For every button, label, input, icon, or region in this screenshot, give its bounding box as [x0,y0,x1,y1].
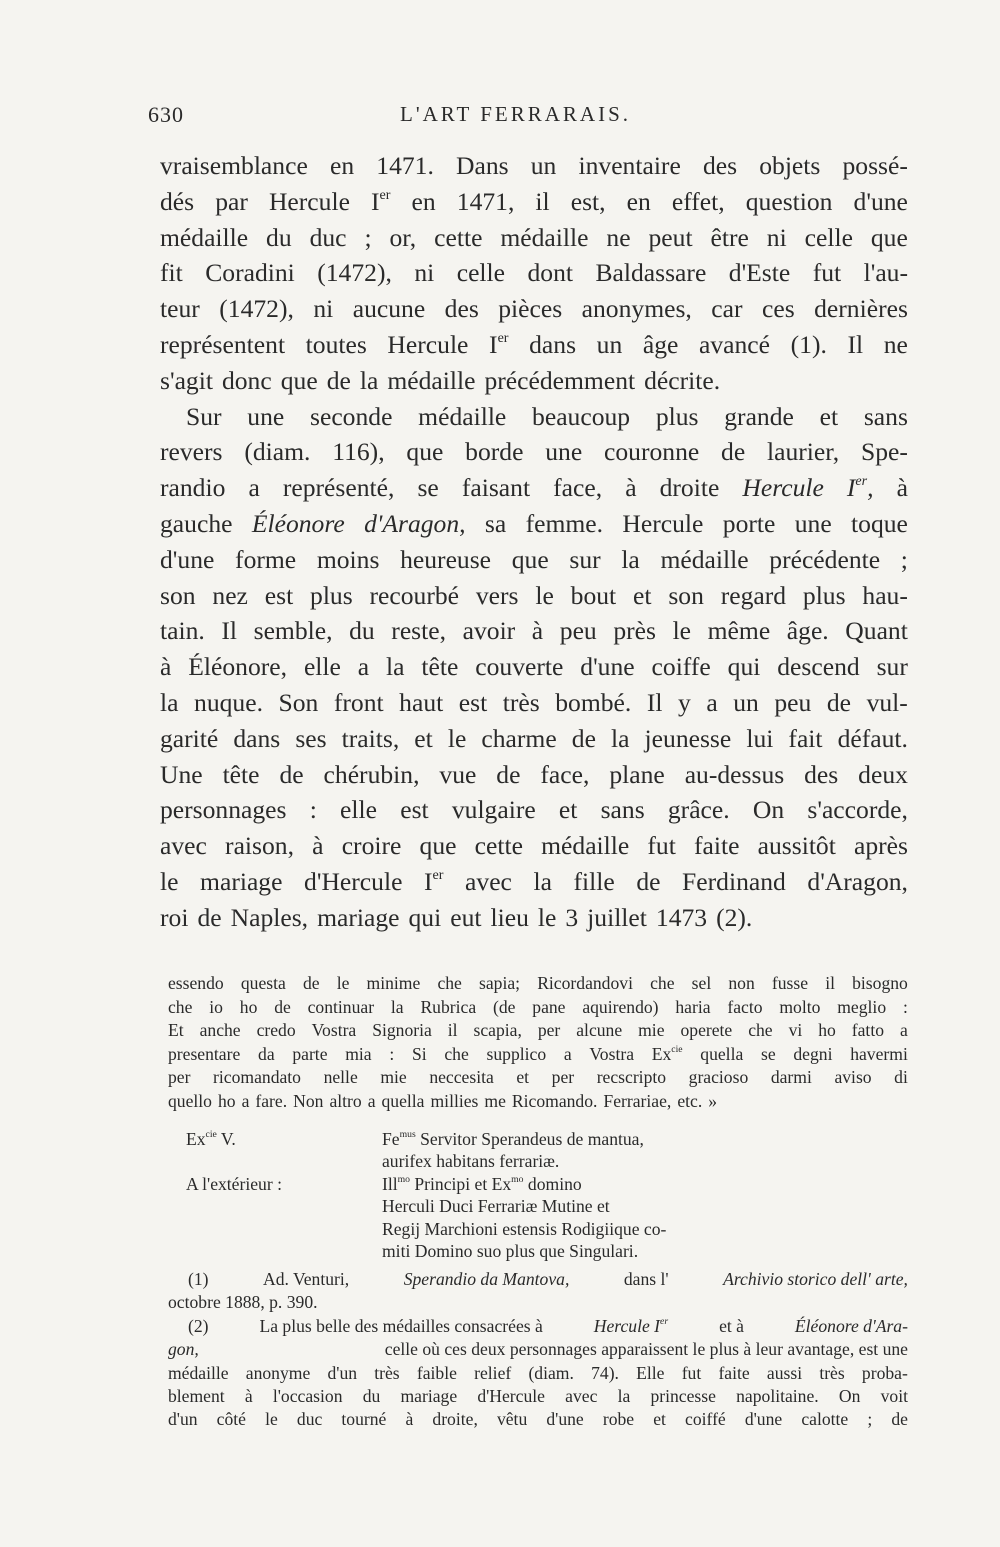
quote-line: per ricomandato nelle mie neccesita et per recscripto gracioso darmi aviso di [168,1067,908,1088]
text-line: dés par Hercule Ier en 1471, il est, en effet, question d'une [160,186,908,216]
quote-line: Et anche credo Vostra Signoria il scapia, per alcune mie operete che vi ho fatto a [168,1020,908,1041]
text-line: gauche Éléonore d'Aragon, sa femme. Hercule porte une toque [160,508,908,538]
text-line: la nuque. Son front haut est très bombé. Il y a un peu de vul- [160,687,908,717]
text-line: à Éléonore, elle a la tête couverte d'une coiffe qui descend sur [160,652,908,682]
footnote-2-line: médaille anonyme d'un très faible relief (diam. 74). Elle fut faite aussi très proba- [168,1362,908,1383]
signature-line: Herculi Duci Ferrariæ Mutine et [382,1196,610,1217]
text-line: Une tête de chérubin, vue de face, plane au-dessus des deux [160,759,908,789]
signature-line: aurifex habitans ferrariæ. [382,1151,560,1172]
running-header [148,102,908,138]
text-line: garité dans ses traits, et le charme de la jeunesse lui fait défaut. [160,723,908,753]
quote-line: presentare da parte mia : Si che supplico a Vostra $Ex^{cie}$ quella se degni havermi [168,1043,908,1064]
footnote-1-line: octobre 1888, p. 390. [168,1292,318,1313]
text-line: d'une forme moins heureuse que sur la médaille précédente ; [160,544,908,574]
text-line: revers (diam. 116), que borde une couronne de laurier, Spe- [160,437,908,467]
text-line: personnages : elle est vulgaire et sans grâce. On s'accorde, [160,795,908,825]
signature-line: $Fe^{mus}$ Servitor Sperandeus de mantua, [382,1129,644,1149]
quote-line: quello ho a fare. Non altro a quella millies me Ricomando. Ferrariae, etc. » [168,1090,718,1111]
text-line: médaille du duc ; or, cette médaille ne peut être ni celle que [160,222,908,252]
text-line: avec raison, à croire que cette médaille fut faite aussitôt après [160,831,908,861]
text-line: vraisemblance en 1471. Dans un inventaire des objets possé- [160,151,908,180]
text-line: représentent toutes Hercule Ier dans un âge avancé (1). Il ne [160,329,908,359]
footnote-2-line: (2) La plus belle des médailles consacrées à Hercule Ier et à Éléonore d'Ara- [188,1315,908,1336]
text-line: Sur une seconde médaille beaucoup plus grande et sans [186,401,908,431]
text-line: le mariage d'Hercule Ier avec la fille de Ferdinand d'Aragon, [160,866,908,896]
running-title: L'ART FERRARAIS. [400,102,632,126]
signature-line: miti Domino suo plus que Singulari. [382,1241,639,1262]
text-line: randio a représenté, se faisant face, à droite Hercule Ier, à [160,473,908,503]
signature-line: Ill$^{mo}$ Principi et $Ex^{mo}$ domino [382,1173,582,1194]
quoted-letter [168,972,908,1114]
letter-signature [186,1128,906,1262]
text-line: s'agit donc que de la médaille précédemment décrite. [160,365,721,395]
page-number: 630 [148,102,184,127]
text-line: teur (1472), ni aucune des pièces anonymes, car ces dernières [160,294,908,324]
address-label: A l'extérieur : [186,1173,282,1194]
footnote-1-line: (1) Ad. Venturi, Sperandio da Mantova, dans l' Archivio storico dell' arte, [188,1269,908,1289]
quote-line: che io ho de continuar la Rubrica (de pane aquirendo) haria facto molto meglio : [168,996,908,1017]
footnote-2-line: blement à l'occasion du mariage d'Hercule avec la princesse napolitaine. On voit [168,1386,908,1407]
text-line: fit Coradini (1472), ni celle dont Baldassare d'Este fut l'au- [160,258,908,288]
footnote-2-line: d'un côté le duc tourné à droite, vêtu d'une robe et coiffé d'une calotte ; de [168,1409,908,1430]
signature-salutation: $Ex^{cie}$ V. [186,1129,236,1149]
main-text [160,148,908,936]
signature-line: Regij Marchioni estensis Rodigiique co- [382,1218,667,1239]
quote-line: essendo questa de le minime che sapia; Ricordandovi che sel non fusse il bisogno [168,973,908,993]
address-text [382,1173,906,1263]
footnotes [168,1268,908,1432]
footnote-2-line: gon, celle où ces deux personnages apparaissent le plus à leur avantage, est une [168,1339,908,1360]
text-line: tain. Il semble, du reste, avoir à peu près le même âge. Quant [160,616,908,646]
signature-text [382,1128,906,1173]
text-line: son nez est plus recourbé vers le bout et son regard plus hau- [160,580,908,610]
text-line: roi de Naples, mariage qui eut lieu le 3 juillet 1473 (2). [160,902,753,932]
